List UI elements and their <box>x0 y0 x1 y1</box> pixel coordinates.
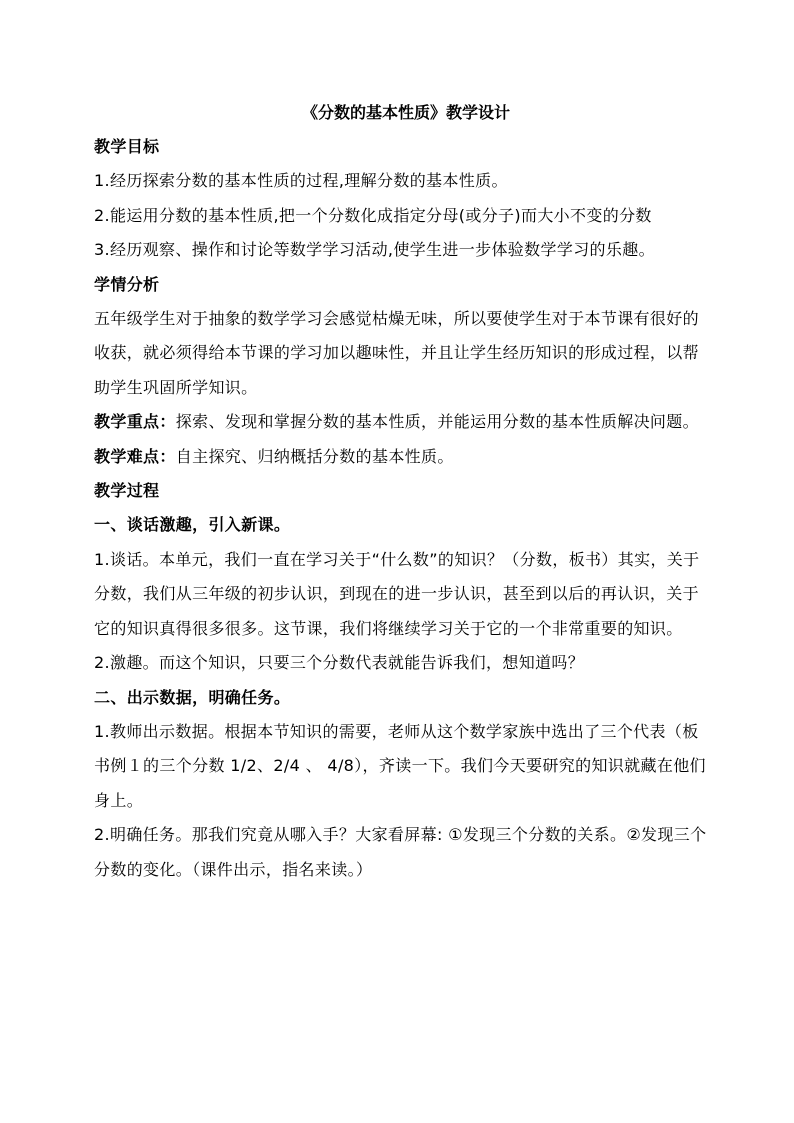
document-title: 《分数的基本性质》教学设计 <box>301 103 510 122</box>
objective-item-1: 1.经历探索分数的基本性质的过程,理解分数的基本性质。 <box>94 171 508 191</box>
key-point-text: 探索、发现和掌握分数的基本性质，并能运用分数的基本性质解决问题。 <box>175 412 699 432</box>
process-part1-heading: 一、谈话激趣，引入新课。 <box>94 515 291 535</box>
process-part1-item-1: 1.谈话。本单元，我们一直在学习关于“什么数”的知识？（分数，板书）其实，关于分数，我们从三年级的初步认识，到现在的进一步认识，甚至到以后的再认识，关于它的知识真得很多很多。这节课，我们将继续学习关于它的一个非常重要的知识。 <box>94 549 700 638</box>
objectives-heading: 教学目标 <box>94 137 160 156</box>
analysis-text: 五年级学生对于抽象的数学学习会感觉枯燥无味，所以要使学生对于本节课有很好的收获，就必须得给本节课的学习加以趣味性，并且让学生经历知识的形成过程，以帮助学生巩固所学知识。 <box>94 309 699 397</box>
process-heading: 教学过程 <box>94 481 160 501</box>
objective-item-2: 2.能运用分数的基本性质,把一个分数化成指定分母(或分子)而大小不变的分数 <box>94 205 652 225</box>
difficulty-paragraph <box>94 440 708 474</box>
difficulty-label: 教学难点： <box>94 446 176 466</box>
process-part1-item-2: 2.激趣。而这个知识，只要三个分数代表就能告诉我们，想知道吗？ <box>94 653 585 673</box>
objective-item-3: 3.经历观察、操作和讨论等数学学习活动,使学生进一步体验数学学习的乐趣。 <box>94 240 655 260</box>
difficulty-text: 自主探究、归纳概括分数的基本性质。 <box>175 446 454 466</box>
process-part2-item-2: 2.明确任务。那我们究竟从哪入手？大家看屏幕: ①发现三个分数的关系。②发现三个分数的变化。（课件出示，指名来读。） <box>94 825 707 879</box>
key-point-paragraph <box>94 405 708 439</box>
process-part2-item-1: 1.教师出示数据。根据本节知识的需要，老师从这个数学家族中选出了三个代表（板书例１的三个分数 1/2、2/4 、 4/8），齐读一下。我们今天要研究的知识就藏在他们身上。 <box>94 721 706 810</box>
process-part2-heading: 二、出示数据，明确任务。 <box>94 687 291 707</box>
key-point-label: 教学重点： <box>94 412 176 432</box>
analysis-heading: 学情分析 <box>94 274 160 294</box>
